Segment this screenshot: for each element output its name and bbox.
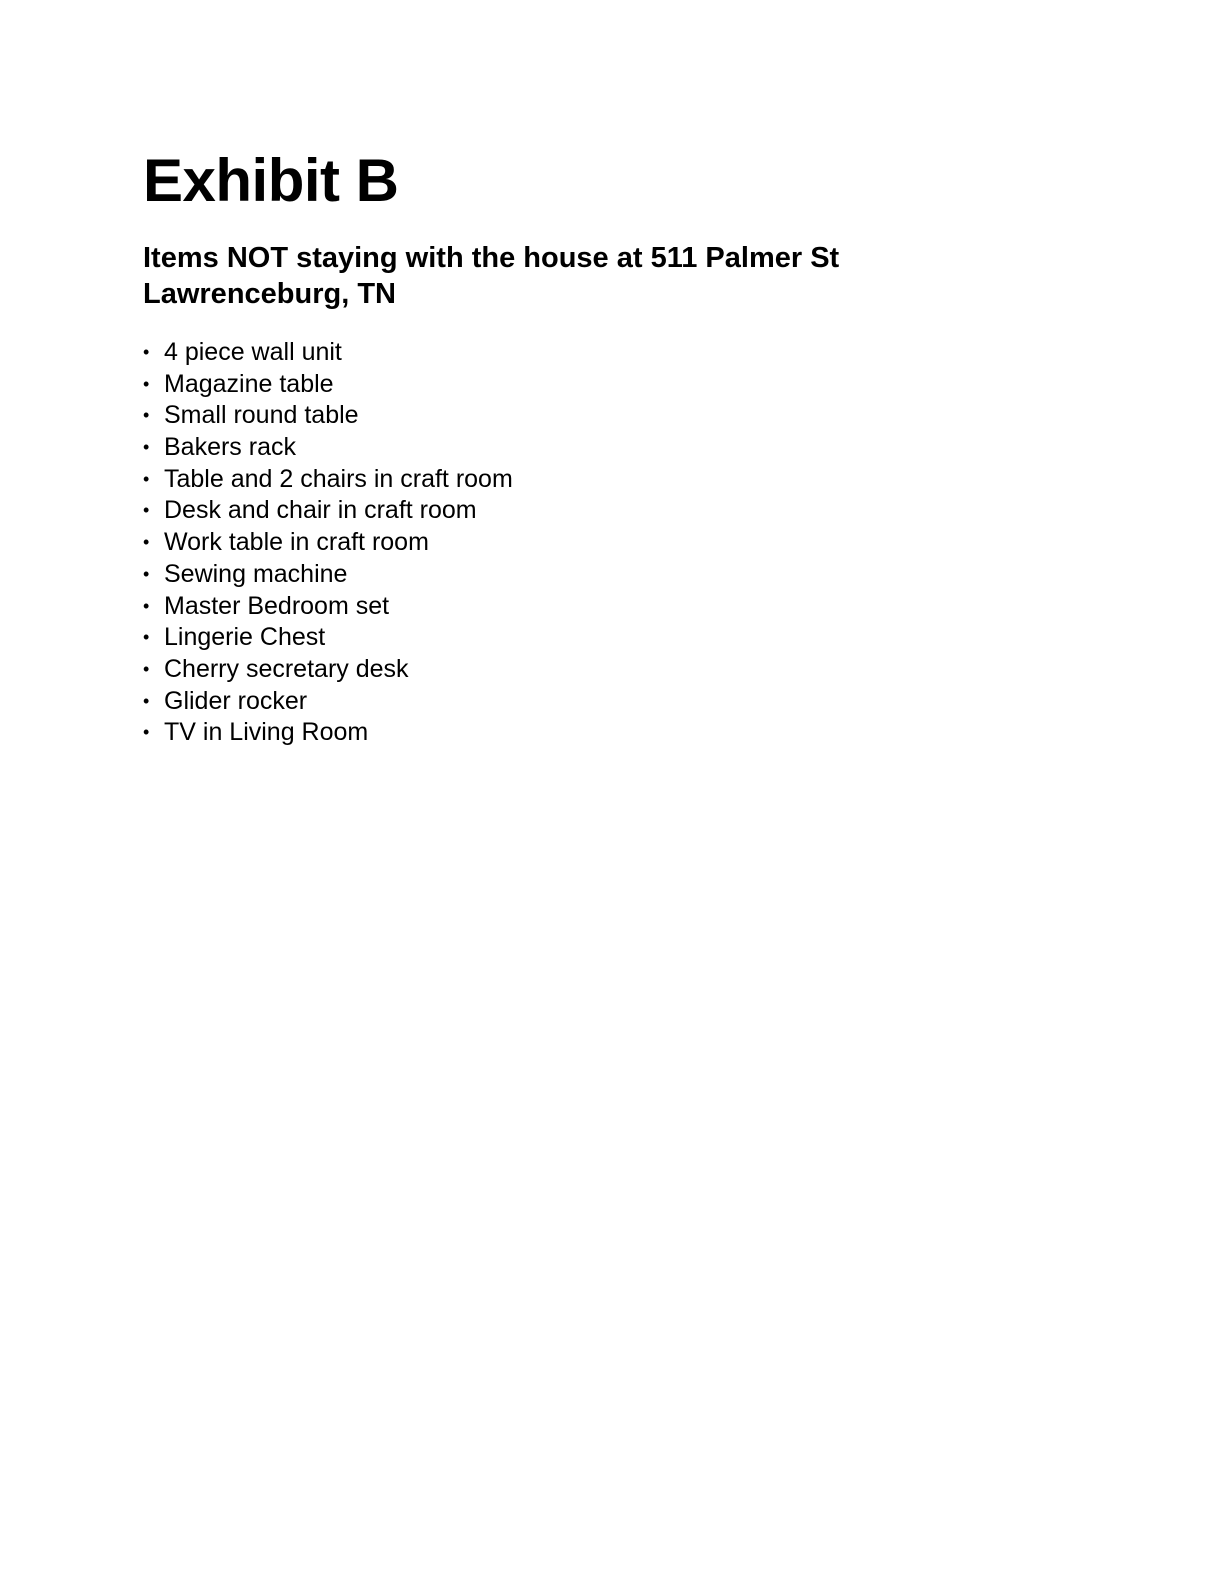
list-item (143, 686, 513, 718)
bullet: • (143, 500, 150, 521)
list-item (143, 337, 513, 369)
list-item-text: Glider rocker (164, 686, 308, 715)
list-item (143, 432, 513, 464)
list-item (143, 464, 513, 496)
list-item-text: Sewing machine (164, 559, 348, 588)
list-item (143, 495, 513, 527)
bullet: • (143, 437, 150, 458)
list-item (143, 400, 513, 432)
bullet: • (143, 627, 150, 648)
list-item-text: Bakers rack (164, 433, 296, 462)
list-item (143, 369, 513, 401)
page-title: Exhibit B (143, 147, 399, 214)
list-item-text: Magazine table (164, 369, 334, 398)
list-item-text: Desk and chair in craft room (164, 496, 477, 525)
subtitle-line-1: Items NOT staying with the house at 511 Palmer St (143, 242, 840, 274)
list-item (143, 622, 513, 654)
bullet: • (143, 468, 150, 489)
bullet: • (143, 595, 150, 616)
list-item-text: Small round table (164, 401, 359, 430)
list-item (143, 559, 513, 591)
list-item (143, 527, 513, 559)
list-item (143, 654, 513, 686)
list-item-text: Master Bedroom set (164, 591, 390, 620)
bullet: • (143, 563, 150, 584)
list-item-text: Lingerie Chest (164, 623, 326, 652)
bullet: • (143, 532, 150, 553)
bullet: • (143, 722, 150, 743)
list-item-text: Cherry secretary desk (164, 654, 409, 683)
page-subtitle (143, 240, 1043, 312)
list-item (143, 717, 513, 749)
bullet: • (143, 405, 150, 426)
list-item-text: 4 piece wall unit (164, 338, 342, 366)
bullet: • (143, 373, 150, 394)
list-item-text: Work table in craft room (164, 528, 429, 557)
list-item (143, 591, 513, 623)
list-item-text: Table and 2 chairs in craft room (164, 464, 513, 493)
bullet: • (143, 658, 150, 679)
bullet: • (143, 690, 150, 711)
items-list (143, 337, 513, 749)
subtitle-line-2: Lawrenceburg, TN (143, 278, 396, 310)
list-item-text: TV in Living Room (164, 718, 369, 747)
bullet: • (143, 342, 150, 362)
